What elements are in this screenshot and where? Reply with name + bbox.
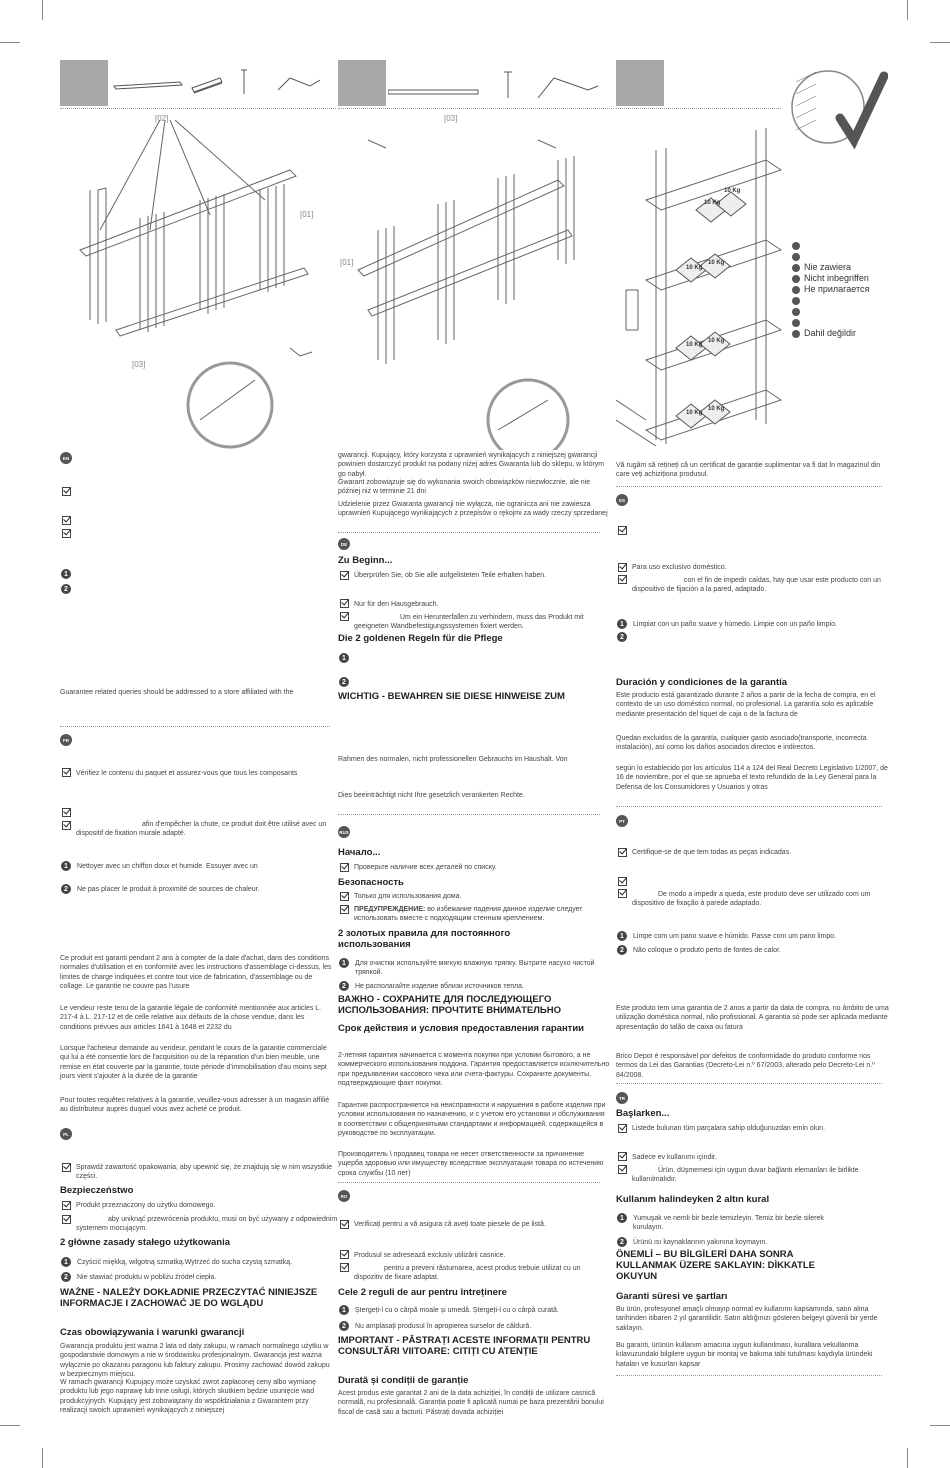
lang-text-de: Nicht inbegriffen [804,273,869,283]
de-check-text: Überprüfen Sie, ob Sie alle aufgelisteten Teile erhalten haben. [354,572,547,579]
hardware-parts-icon [388,64,608,104]
tr-rules-title: Kullanım halindeyken 2 altın kural [616,1194,770,1205]
shelf-frame-drawing [338,120,614,450]
weight-label: 10 Kg [708,260,725,266]
weight-label: 10 Kg [708,338,725,344]
tr-title: Başlarken... [616,1108,670,1119]
checkbox-icon [340,571,349,580]
rule-number-1: 1 [617,931,627,941]
ro-warranty-2: Vă rugăm să rețineți că un certificat de garanție suplimentar va fi dat în magazinul din care veți achiziționa produsul. [616,462,881,479]
pt-warranty-1: Este produto tem uma garantia de 2 anos a partir da data de compra, no âmbito de uma utilização doméstica normal, não profissional. A garantia só pode ser aplicada mediante apresentação do talão de caixa ou fatura [616,1005,889,1031]
rule-number-2: 2 [617,1237,627,1247]
rule-number-1: 1 [61,861,71,871]
divider [60,726,330,727]
rule-number-2: 2 [339,1321,349,1331]
ru-warranty-1: 2-летняя гарантия начинается с момента покупки при условии бытового, а не коммерческого использования поддона. Гарантия предоставляется исключительно при предъявлении кассового чека или счета-фактуры. Сохраните документы, подтверждающие факт покупки. [338,1052,610,1088]
lang-text-tr: Dahil değildir [804,328,857,338]
pt-rule-1: Limpe com um pano suave e húmido. Passe com um pano limpo. [633,933,837,940]
rule-number-1: 1 [339,958,349,968]
rule-number-1: 1 [617,1213,627,1223]
rule-number-2: 2 [61,584,71,594]
callout-03: [03] [132,360,146,369]
crop-mark [0,1425,20,1426]
lang-badge-rus [792,286,800,294]
ru-rules-title: 2 золотых правила для постоянного использования [338,928,511,950]
badge-ru: RUS [338,826,350,838]
checkbox-icon [62,1163,71,1172]
checkbox-icon [340,1220,349,1229]
callout-03: [03] [444,114,458,123]
checkbox-icon [340,612,349,621]
crop-mark [930,1425,950,1426]
es-warranty-3: según lo establecido por los artículos 114 a 124 del Real Decreto Legislativo 1/2007, de 16 de noviembre, por el que se aprueba el texto refundido de la Ley General para la Defensa de los Consumidores y Usuarios y otras [616,765,888,791]
weight-label: 10 Kg [704,200,721,206]
tr-warranty-title: Garanti süresi ve şartları [616,1291,728,1302]
lang-badge-tr [792,330,800,338]
checkbox-icon [618,877,627,886]
divider [338,1182,600,1183]
ro-warning: IMPORTANT - PĂSTRAȚI ACESTE INFORMAȚII PENTRU CONSULTĂRI VIITOARE: CITIȚI CU ATENȚIE [338,1335,591,1357]
ro-rule-1: Ștergeți-l cu o cârpă moale și umedă. Ștergeți-l cu o cârpă curată. [355,1307,559,1314]
es-warranty-2: Quedan excluidos de la garantía, cualquier gasto asociado(transporte, incorrecta instalación), así como los daños asociados directos e indirectos. [616,735,867,752]
pt-warranty-2: Brico Depot é responsável por defeitos de conformidade do produto conforme nos termos da Lei das Garantias (Decreto-Lei n.º 67/2003, alterado pelo Decreto-Lei n.º 84/2008. [616,1053,875,1079]
pl-warranty-1: Gwarancja produktu jest ważna 2 lata od daty zakupu, w ramach normalnego użytku w gospodarstwie domowym a nie w środowisku profesjonalnym. Gwarancja jest ważna wyłącznie po okazaniu paragonu lub faktury zakupu. Prosimy zachować dowód zakupu w bezpiecznym miejscu. [60,1343,330,1379]
lang-text-pl: Nie zawiera [804,262,852,272]
crop-mark [907,0,908,20]
de-safety-1: Nur für den Hausgebrauch. [354,601,439,608]
de-guarantee-1: Rahmen des normalen, nicht professionellen Gebrauchs im Haushalt. Von [338,756,568,763]
rule-number-1: 1 [339,653,349,663]
checkbox-icon [618,1152,627,1161]
es-safety-2: con el fin de impedir caídas, hay que usar este producto con un dispositivo de fijación a la pared, adaptado. [632,577,881,594]
divider [338,532,600,533]
pl-warning: WAŻNE - NALEŻY DOKŁADNIE PRZECZYTAĆ NINIEJSZE INFORMACJE I ZACHOWAĆ JE DO WGLĄDU [60,1287,318,1309]
pl-rules-title: 2 główne zasady stałego użytkowania [60,1237,230,1248]
tr-safety-2: Ürün, düşmemesi için uygun duvar bağlantı elemanları ile birlikte kullanılmalıdır. [632,1167,859,1184]
de-warning: WICHTIG - BEWAHREN SIE DIESE HINWEISE ZUM [338,691,565,702]
ro-check-text: Verificați pentru a vă asigura că aveți toate piesele de pe listă. [354,1221,546,1228]
checkbox-icon [618,563,627,572]
crop-mark [42,1448,43,1468]
checkbox-icon [62,529,71,538]
crop-mark [930,42,950,43]
lang-text-rus: Не прилагается [804,284,870,294]
de-rules-title: Die 2 goldenen Regeln für die Pflege [338,633,503,644]
rule-number-1: 1 [617,619,627,629]
fr-guarantee-3: Lorsque l'acheteur demande au vendeur, pendant le cours de la garantie commerciale qui lui a été consentie lors de l'acquisition ou de la réparation d'un bien meuble, une remise en état couverte par la garantie, toute période d'immobilisation d'au moins sept jours vient s'ajouter à la durée de la garantie [60,1045,327,1081]
divider [338,814,600,815]
checkbox-icon [340,905,349,914]
step-header-box [60,60,108,106]
ru-warranty-title: Срок действия и условия предоставления гарантии [338,1023,585,1034]
tr-warranty-1: Bu ürün, profesyonel amaçlı olmayıp normal ev kullanımı kapsamında, satın alma tarihinden itibaren 2 yıl garantilidir. Satın aldığınızı gösteren belgeyi güvenli bir yerde saklayın. [616,1306,878,1332]
divider [338,108,614,109]
en-guarantee-text: Guarantee related queries should be addressed to a store affiliated with the [60,689,294,696]
weight-label: 10 Kg [708,406,725,412]
lang-badge-es [792,308,800,316]
divider [616,806,882,807]
de-title: Zu Beginn... [338,555,393,566]
fr-guarantee-1: Ce produit est garanti pendant 2 ans à compter de la date d'achat, dans des conditions normales d'utilisation et en conformité avec les instructions d'assemblage ci-dessus, les limites de charge indiquées et contre tout vice de fabrication, d'assemblage ou de collage. Le garantie ne couvre pas l'usure [60,955,332,991]
pl-warranty-3: gwarancji. Kupujący, który korzysta z uprawnień wynikających z niniejszej gwarancji powinien dostarczyć produkt na podany niżej adres Gwaranta lub do sklepu, w którym go nabył. [338,452,605,478]
badge-ro: RO [338,1190,350,1202]
badge-pt: PT [616,815,628,827]
pl-warranty-5: Udzielenie przez Gwaranta gwarancji nie wyłącza, nie ogranicza ani nie zawiesza uprawnień Kupującego wynikających z przepisów o rękojmi za wady rzeczy sprzedanej [338,501,608,518]
crop-mark [907,1448,908,1468]
lang-badge-ro [792,297,800,305]
step-header-box [338,60,386,106]
rule-number-2: 2 [61,1272,71,1282]
fr-guarantee-2: Le vendeur reste tenu de la garantie légale de conformité mentionnée aux articles L. 217-4 à L. 217-12 et de celle relative aux défauts de la chose vendue, dans les conditions prévues aux articles 1641 à 1648 et 2232 du [60,1005,322,1031]
pl-rule-2: Nie stawiać produktu w pobliżu źródeł ciepła. [77,1274,217,1281]
ro-safety-2: pentru a preveni răsturnarea, acest produs trebuie utilizat cu un dispozitiv de fixare adaptat. [354,1265,581,1282]
checkbox-icon [618,526,627,535]
checkbox-icon [618,848,627,857]
tr-safety-1: Sadece ev kullanımı içindir. [632,1154,717,1161]
ru-safety-2 [354,905,610,924]
checkbox-icon [62,821,71,830]
ru-warning: ВАЖНО - СОХРАНИТЕ ДЛЯ ПОСЛЕДУЮЩЕГО ИСПОЛЬЗОВАНИЯ: ПРОЧТИТЕ ВНИМАТЕЛЬНО [338,994,561,1016]
assembly-step-1 [60,60,336,450]
badge-en: EN [60,452,72,464]
checkbox-icon [62,1215,71,1224]
divider [616,1375,882,1376]
badge-fr: FR [60,734,72,746]
badge-pl: PL [60,1128,72,1140]
ru-warning-label: ПРЕДУПРЕЖДЕНИЕ: [354,906,426,913]
ru-rule-1: Для очистки используйте мягкую влажную тряпку. Вытрите насухо чистой тряпкой. [355,960,595,977]
lang-badge-fr [792,253,800,261]
divider [616,108,781,109]
checkbox-icon [62,1201,71,1210]
callout-01: [01] [300,210,314,219]
rule-number-1: 1 [61,569,71,579]
ro-warranty-title: Durată și condiții de garanție [338,1375,469,1386]
de-guarantee-2: Dies beeinträchtigt nicht Ihre gesetzlich verankerten Rechte. [338,792,525,799]
tr-warranty-2: Bu garanti, ürünün kullanım amacına uygun kullanılması, kurallara vekullanma kılavuzundaki bilgilere uygun bir montaj ve bakıma tabi tutulması kaydıyla üründeki hataları ve kusurları kapsar [616,1342,873,1368]
checkbox-icon [340,863,349,872]
es-warranty-1: Este producto está garantizado durante 2 años a partir de la fecha de compra, en el contexto de un uso doméstico normal, no profesional. La garantía solo es aplicable mediante presentación del tiquet de caja o de la factura de [616,692,876,718]
checkbox-icon [618,889,627,898]
pt-check-text: Certifique-se de que tem todas as peças indicadas. [632,849,792,856]
ru-safety-2-text: во избежание падения данное изделие следует использовать вместе с подходящим стенным креплением. [354,906,583,923]
checkbox-icon [618,1124,627,1133]
weight-label: 10 Kg [686,410,703,416]
weight-label: 10 Kg [686,342,703,348]
pl-warranty-4: Gwarant zobowiązuje się do wykonania swoich obowiązków niezwłocznie, ale nie później niż w terminie 21 dni [338,479,591,496]
crop-mark [42,0,43,20]
ru-warranty-3: Производитель \ продавец товара не несет ответственности за причинение ущерба здоровью или имуществу вследствие эксплуатации товара по истечению срока службы (10 лет) [338,1151,604,1177]
de-safety-2: Um ein Herunterfallen zu verhindern, muss das Produkt mit geeigneten Wandbefestigungssystemen fixiert werden. [354,614,584,631]
pt-rule-2: Não coloque o produto perto de fontes de calor. [633,947,781,954]
checkbox-icon [62,516,71,525]
checkbox-icon [340,1250,349,1259]
badge-es: ES [616,494,628,506]
pl-warranty-title: Czas obowiązywania i warunki gwarancji [60,1327,245,1338]
ro-warranty-1: Acest produs este garantat 2 ani de la data achiziției, în condiții de utilizare casnică normală, nu profesională. Garanția poate fi aplicată numai pe baza prezentării bonului fiscal de casă sau a facturii. Păstrați dovada achiziției [338,1390,604,1416]
badge-tr: TR [616,1092,628,1104]
wall-fixing-check-icon [788,62,888,152]
badge-de: DE [338,538,350,550]
rule-number-2: 2 [61,884,71,894]
tr-check-text: Listede bulunan tüm parçalara sahip olduğunuzdan emin olun. [632,1125,826,1132]
checkbox-icon [618,575,627,584]
ro-safety-1: Produsul se adresează exclusiv utilizării casnice. [354,1252,506,1259]
rule-number-2: 2 [339,677,349,687]
fr-check-text: Vérifiez le contenu du paquet et assurez-vous que tous les composants [76,770,298,777]
checkbox-icon [62,768,71,777]
lang-badge-en [792,242,800,250]
lang-badge-pt [792,319,800,327]
checkbox-icon [340,599,349,608]
pl-safety-1: Produkt przeznaczony do użytku domowego. [76,1202,216,1209]
loaded-shelf-drawing [616,120,786,450]
tr-rule-1: Yumuşak ve nemli bir bezle temizleyin. Temiz bir bezle silerek kurulayın. [633,1215,824,1232]
step-header-box [616,60,664,106]
ro-rule-2: Nu amplasați produsul în apropierea surselor de căldură. [355,1323,532,1330]
pl-safety-2: aby uniknąć przewrócenia produktu, musi on być używany z odpowiednim systemem mocującym. [76,1216,338,1233]
ru-warranty-2: Гарантия распространяется на неисправности и нарушения в работе изделия при условии использования по назначению, и с учетом его установки и обслуживания в соответствии с общепринятыми стандартами и информацией, содержащейся в руководстве по эксплуатации. [338,1102,606,1138]
divider [60,108,336,109]
assembly-step-3 [616,60,896,450]
rule-number-1: 1 [61,1257,71,1267]
divider [616,486,882,487]
es-rule-1: Limpiar con un paño suave y húmedo. Limpie con un paño limpio. [633,621,837,628]
ru-check-text: Проверьте наличие всех деталей по списку. [354,864,497,871]
es-safety-1: Para uso exclusivo doméstico. [632,564,727,571]
pt-safety-2: De modo a impedir a queda, este produto deve ser utilizado com um dispositivo de fixação à parede adaptado. [632,891,871,908]
fr-guarantee-4: Pour toutes requêtes relatives à la garantie, veuillez-vous adresser à un magasin affilié au distributeur auprès duquel vous avez acheté ce produit. [60,1097,330,1114]
crop-mark [0,42,20,43]
lang-badge-pl [792,264,800,272]
checkbox-icon [62,808,71,817]
hardware-parts-icon [110,64,330,104]
pl-rule-1: Czyścić miękką, wilgotną szmatką.Wytrzeć do sucha czystą szmatką. [77,1259,293,1266]
rule-number-2: 2 [617,945,627,955]
pl-check-text: Sprawdź zawartość opakowania, aby upewnić się, że znajdują się w nim wszystkie części. [76,1164,333,1181]
weight-label: 10 Kg [686,265,703,271]
ro-rules-title: Cele 2 reguli de aur pentru întreținere [338,1287,507,1298]
shelf-frame-drawing [60,120,336,450]
checkbox-icon [62,487,71,496]
fr-rule-1: Nettoyer avec un chiffon doux et humide. Essuyer avec un [77,863,258,870]
checkbox-icon [618,1165,627,1174]
fr-fix-text: afin d'empêcher la chute, ce produit doit être utilisé avec un dispositif de fixation murale adapté. [76,821,327,838]
callout-02: [02] [155,114,169,123]
lang-badge-de [792,275,800,283]
callout-01: [01] [340,258,354,267]
ru-title: Начало... [338,847,381,858]
ru-safety-1: Только для использования дома. [354,893,462,900]
rule-number-2: 2 [617,632,627,642]
weight-label: 10 Kg [724,188,741,194]
rule-number-1: 1 [339,1305,349,1315]
divider [616,1083,882,1084]
ru-safety-title: Безопасность [338,877,404,888]
assembly-step-2 [338,60,614,450]
tr-warning: ÖNEMLİ – BU BİLGİLERİ DAHA SONRA KULLANMAK ÜZERE SAKLAYIN: DİKKATLE OKUYUN [616,1249,815,1282]
checkbox-icon [340,892,349,901]
pl-safety-title: Bezpieczeństwo [60,1185,134,1196]
tr-rule-2: Ürünü ısı kaynaklarının yakınına koymayın. [633,1239,768,1246]
fr-rule-2: Ne pas placer le produit à proximité de sources de chaleur. [77,886,260,893]
rule-number-2: 2 [339,981,349,991]
pl-warranty-2: W ramach gwarancji Kupujący może uzyskać zwrot zapłaconej ceny albo wymianę produktu lub jego naprawę lub inne usługi, których skutkiem będzie usunięcie wad produkcyjnych. Kupujący jest zobowiązany do współdziałania z Gwarantem przy realizacji swoich uprawnień wynikających z niniejszej [60,1379,316,1415]
checkbox-icon [340,1263,349,1272]
ru-rule-2: Не располагайте изделие вблизи источников тепла. [355,983,524,990]
es-warranty-title: Duración y condiciones de la garantía [616,677,788,688]
